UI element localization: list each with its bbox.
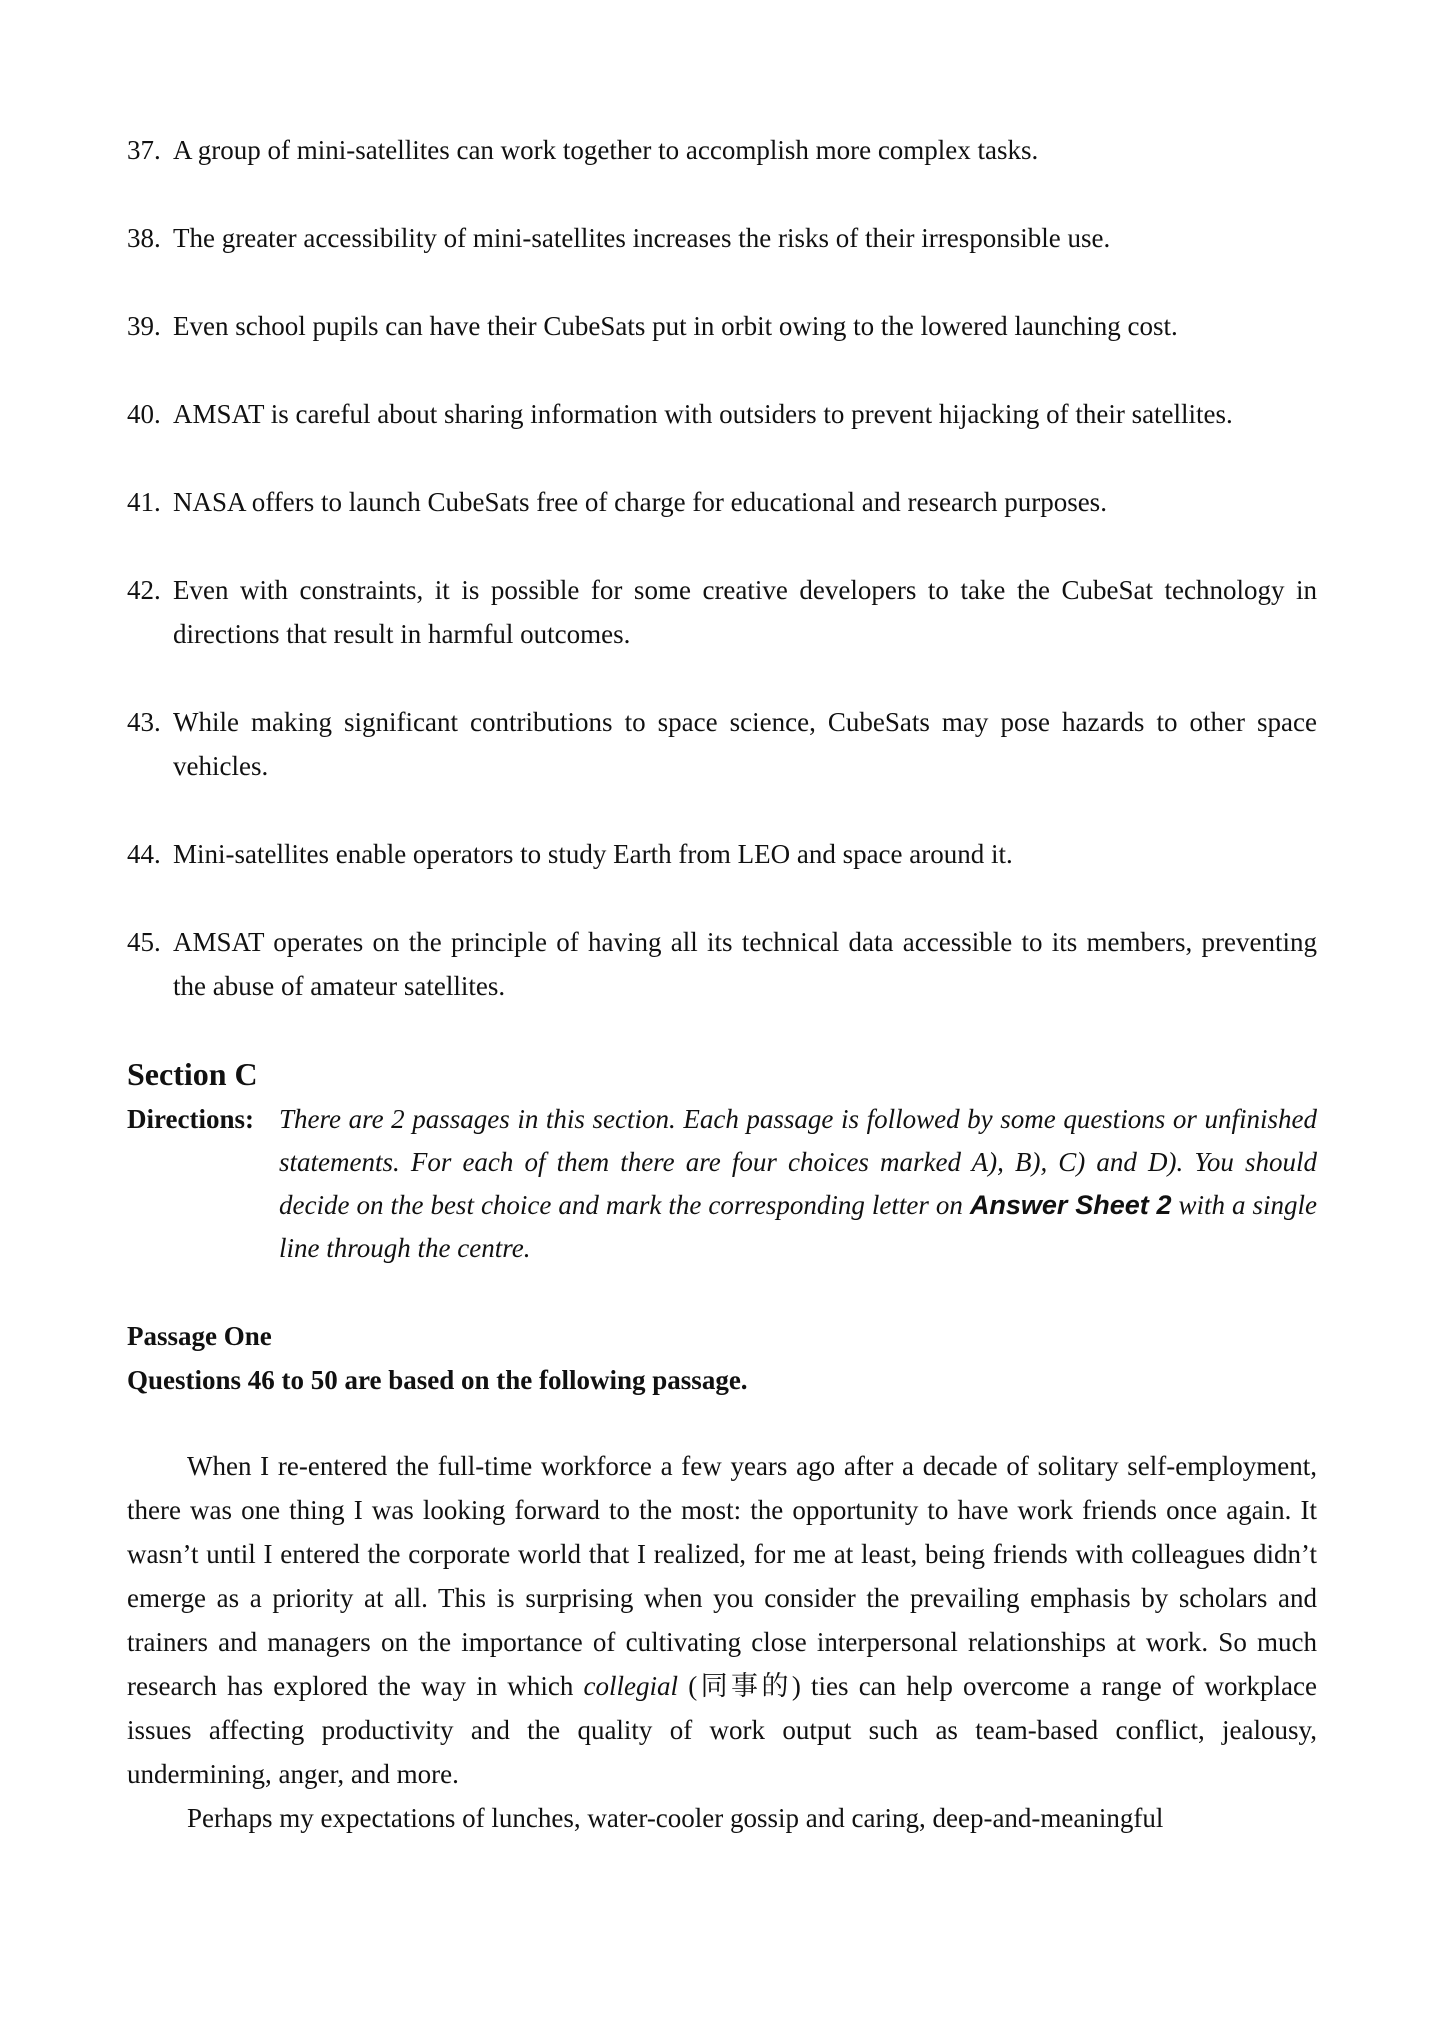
statement-text: NASA offers to launch CubeSats free of charge for educational and research purposes. <box>173 487 1107 517</box>
statement-item <box>127 920 1317 1008</box>
statement-number: 40. <box>127 399 161 429</box>
answer-sheet-label: Answer Sheet 2 <box>969 1190 1172 1220</box>
statement-text: Even with constraints, it is possible for some creative developers to take the CubeSat technology in directions that result in harmful outcomes. <box>173 575 1317 649</box>
glossary-term: collegial <box>583 1671 679 1701</box>
passage-label: Passage One <box>127 1321 272 1351</box>
section-title: Section C <box>127 1056 258 1092</box>
statement-item <box>127 216 1317 260</box>
directions-block <box>127 1098 1317 1270</box>
directions-tail: with a single line through the centre. <box>279 1190 1318 1263</box>
statement-item <box>127 568 1317 656</box>
exam-page <box>127 128 1317 1840</box>
statement-number: 44. <box>127 839 161 869</box>
directions-label: Directions: <box>127 1104 254 1134</box>
passage-paragraph: Perhaps my expectations of lunches, water-cooler gossip and caring, deep-and-meaningful <box>187 1803 1164 1833</box>
statement-number: 37. <box>127 135 161 165</box>
directions-text-block <box>279 1098 1317 1270</box>
glossary-gloss: (同事的) <box>688 1671 801 1701</box>
statement-text: While making significant contributions to space science, CubeSats may pose hazards to other space vehicles. <box>173 707 1317 781</box>
statement-text: A group of mini-satellites can work together to accomplish more complex tasks. <box>173 135 1039 165</box>
statement-item <box>127 304 1317 348</box>
statement-number: 45. <box>127 927 161 957</box>
statement-number: 41. <box>127 487 161 517</box>
paragraph-text: ties can help overcome a range of workplace issues affecting productivity and the quality of work output such as team-based conflict, jealousy, undermining, anger, and more. <box>127 1671 1317 1789</box>
statement-text: Mini-satellites enable operators to study Earth from LEO and space around it. <box>173 839 1013 869</box>
statement-text: AMSAT is careful about sharing information with outsiders to prevent hijacking of their satellites. <box>173 399 1233 429</box>
statement-list <box>127 128 1317 1008</box>
statement-item <box>127 832 1317 876</box>
statement-number: 42. <box>127 575 161 605</box>
statement-item <box>127 128 1317 172</box>
statement-number: 43. <box>127 707 161 737</box>
paragraph-text: When I re-entered the full-time workforce a few years ago after a decade of solitary self-employment, there was one thing I was looking forward to the most: the opportunity to have work friends once again. It wasn’t until I entered the corporate world that I realized, for me at least, being friends with colleagues didn’t emerge as a priority at all. This is surprising when you consider the prevailing emphasis by scholars and trainers and managers on the importance of cultivating close interpersonal relationships at work. So much research has explored the way in which <box>127 1451 1317 1701</box>
passage-paragraph <box>127 1444 1317 1796</box>
statement-item <box>127 700 1317 788</box>
directions-text: There are 2 passages in this section. Each passage is followed by some questions or unfinished statements. For each of them there are four choices marked A), B), C) and D). You should decide on the best choice and mark the corresponding letter on <box>279 1104 1317 1220</box>
statement-number: 39. <box>127 311 161 341</box>
statement-text: AMSAT operates on the principle of having all its technical data accessible to its members, preventing the abuse of amateur satellites. <box>173 927 1317 1001</box>
statement-item <box>127 392 1317 436</box>
statement-item <box>127 480 1317 524</box>
statement-text: Even school pupils can have their CubeSats put in orbit owing to the lowered launching cost. <box>173 311 1178 341</box>
statement-number: 38. <box>127 223 161 253</box>
passage-questions-range: Questions 46 to 50 are based on the following passage. <box>127 1365 748 1395</box>
statement-text: The greater accessibility of mini-satellites increases the risks of their irresponsible use. <box>173 223 1111 253</box>
